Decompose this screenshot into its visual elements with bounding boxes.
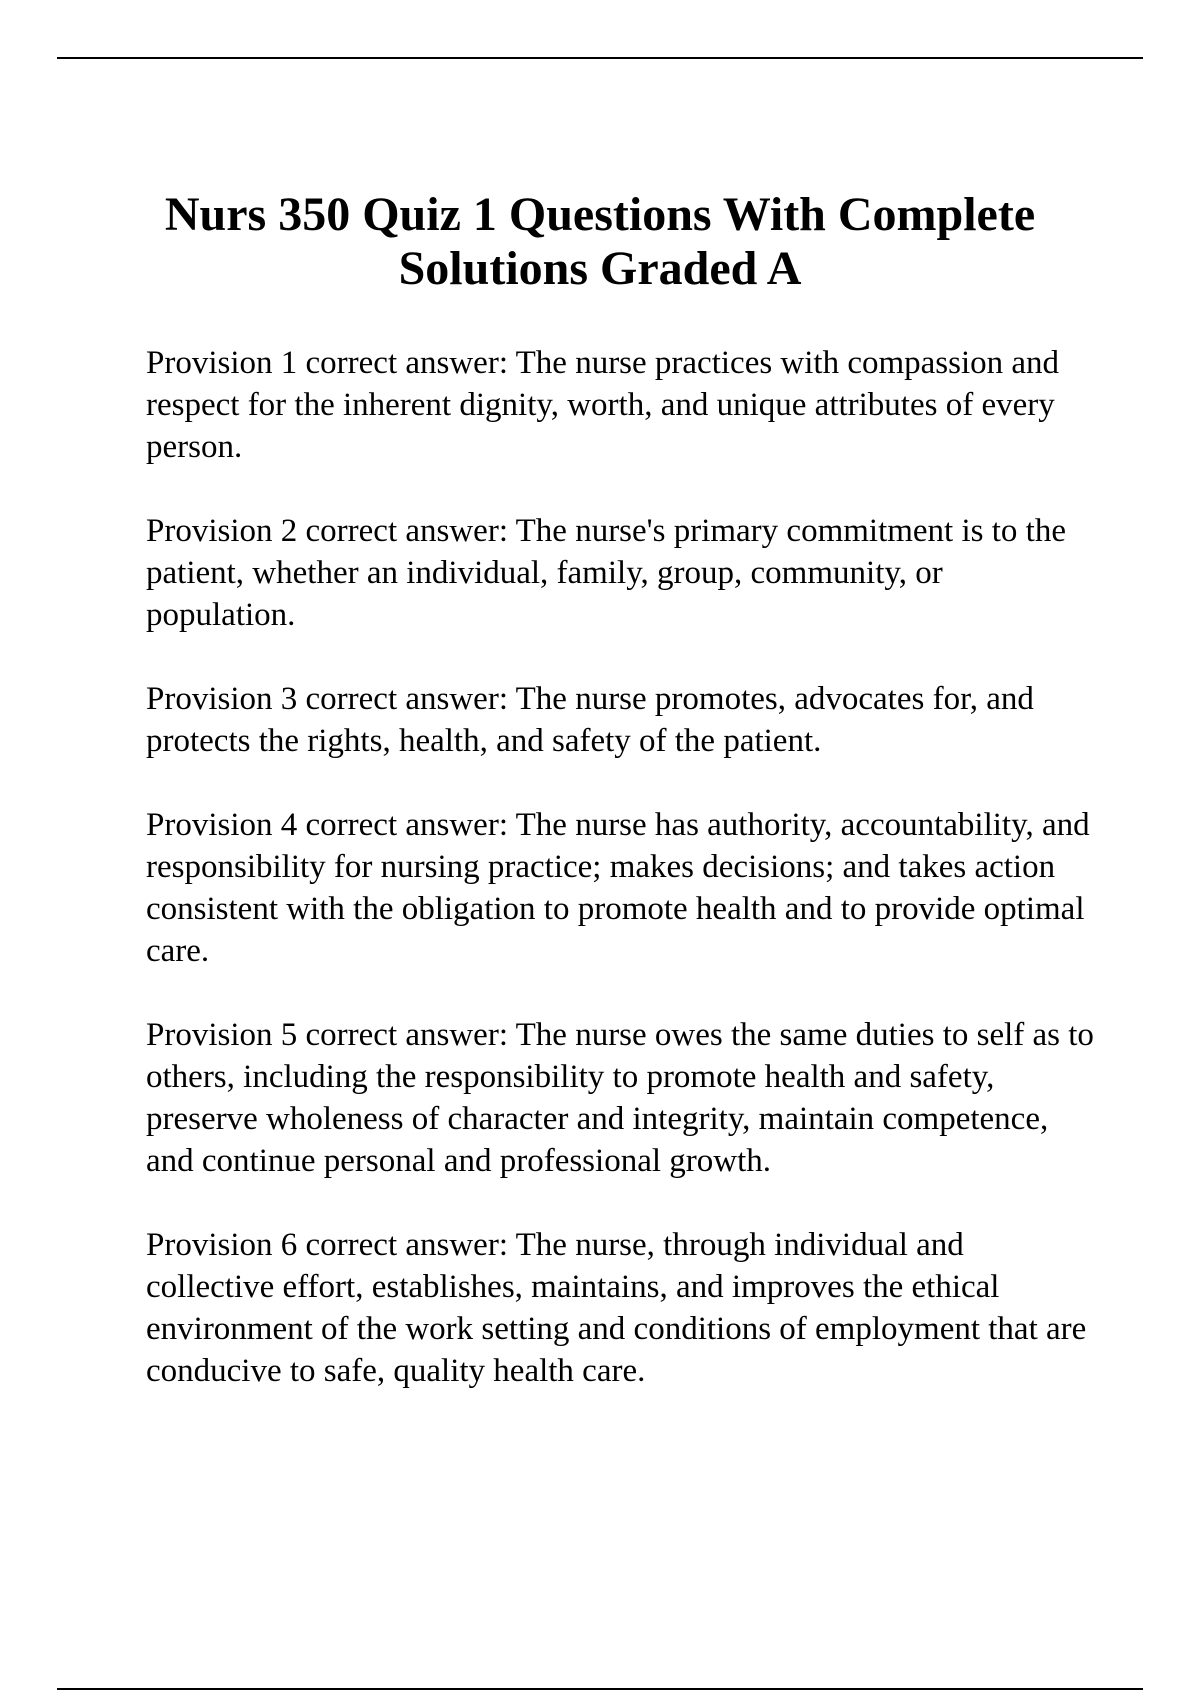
- provision-3: Provision 3 correct answer: The nurse promotes, advocates for, and protects the rights, health, and safety of the patient.: [146, 681, 1034, 759]
- provision-list: [146, 342, 1096, 1434]
- provision-1: Provision 1 correct answer: The nurse practices with compassion and respect for the inherent dignity, worth, and unique attributes of every person.: [146, 345, 1060, 465]
- provision-2: Provision 2 correct answer: The nurse's primary commitment is to the patient, whether an individual, family, group, community, or population.: [146, 513, 1066, 633]
- page-title: Nurs 350 Quiz 1 Questions With Complete Solutions Graded A: [164, 188, 1036, 295]
- header-rule: [57, 57, 1143, 59]
- provision-6: Provision 6 correct answer: The nurse, through individual and collective effort, establishes, maintains, and improves the ethical environment of the work setting and conditions of employment that are conducive to safe, quality health care.: [146, 1227, 1087, 1389]
- footer-rule: [57, 1688, 1143, 1690]
- provision-5: Provision 5 correct answer: The nurse owes the same duties to self as to others, including the responsibility to promote health and safety, preserve wholeness of character and integrity, maintain competence, and continue personal and professional growth.: [146, 1017, 1094, 1179]
- provision-4: Provision 4 correct answer: The nurse has authority, accountability, and responsibility for nursing practice; makes decisions; and takes action consistent with the obligation to promote health and to provide optimal care.: [146, 807, 1090, 969]
